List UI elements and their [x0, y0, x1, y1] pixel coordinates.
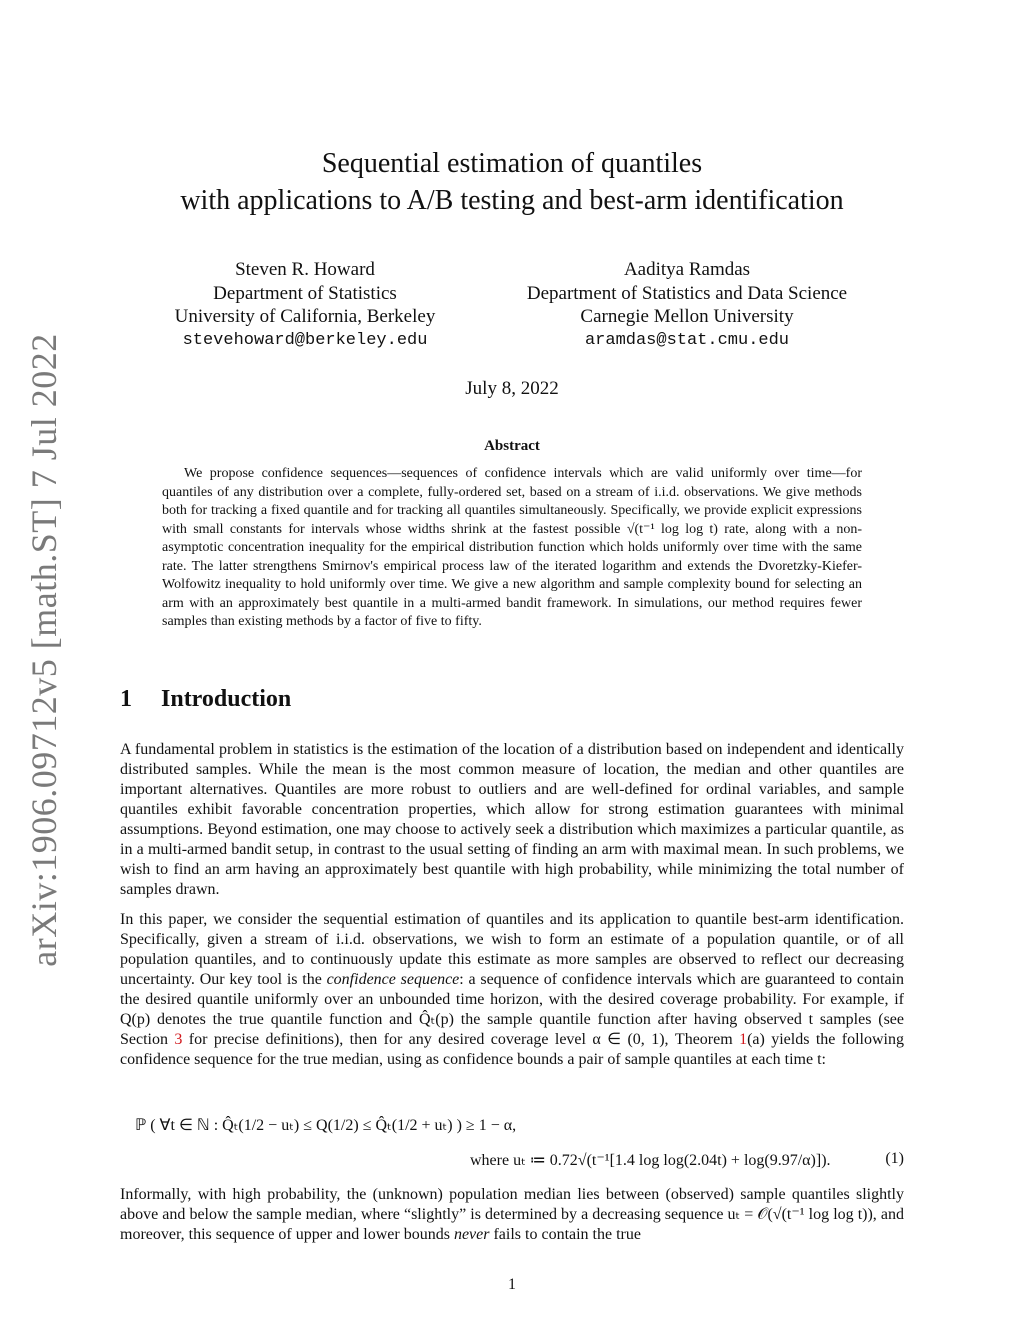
intro-paragraph-1: A fundamental problem in statistics is the estimation of the location of a distribution based on independent and identically distributed samples. While the mean is the most common measure of location, the median and other quantiles are important alternatives. Quantiles are more robust to outliers and are well-defined for ordinal variables, and sample quantiles exhibit favorable concentration properties, which allow for strong estimation guarantees with minimal assumptions. Beyond estimation, one may choose to actively seek a distribution which maximizes a particular quantile, as in a multi-armed bandit setup, in contrast to the usual setting of finding an arm with maximal mean. In such problems, we wish to find an arm having an approximately best quantile with high probability, while minimizing the total number of samples drawn.	[120, 741, 904, 898]
text-run: (a) yields the following confidence sequence for the true median, using as confidence bounds a pair of sample quantiles at each time t:	[120, 1031, 904, 1068]
author-email[interactable]: stevehoward@berkeley.edu	[182, 330, 428, 350]
abstract-text: We propose confidence sequences—sequences of confidence intervals which are valid uniformly over time—for quantiles of any distribution over a complete, fully-ordered set, based on a stream of i.i.d. observations. We give methods both for tracking a fixed quantile and for tracking all quantiles simultaneously. Specifically, we provide explicit expressions with small constants for intervals whose widths shrink at the fastest possible √(t⁻¹ log log t) rate, along with a non-asymptotic concentration inequality for the empirical distribution function which holds uniformly over time with the same rate. The latter strengthens Smirnov's empirical process law of the iterated logarithm and extends the Dvoretzky-Kiefer-Wolfowitz inequality to hold uniformly over time. We give a new algorithm and sample complexity bound for selecting an arm with an approximately best quantile in a multi-armed bandit framework. In simulations, our method requires fewer samples than existing methods by a factor of five to fifty.	[162, 466, 862, 629]
emphasis: never	[453, 1226, 490, 1243]
text-run: Informally, with high probability, the (unknown) population median lies between (observed) sample quantiles slightly above and below the sample median, where “slightly” is determined by a decreasing sequence uₜ = 𝒪(√(t⁻¹ log log t)), and moreover, this sequence of upper and lower bounds	[120, 1186, 904, 1243]
author-name: Aaditya Ramdas	[623, 259, 751, 280]
paper-date: July 8, 2022	[465, 378, 559, 399]
intro-paragraph-3	[120, 1185, 904, 1245]
author-email[interactable]: aramdas@stat.cmu.edu	[584, 330, 790, 350]
section-title: Introduction	[161, 686, 292, 712]
text-run: : a sequence of confidence intervals which are guaranteed to contain the desired quantile uniformly over an unbounded time horizon, with the desired coverage probability. For example, if Q(p) denotes the true quantile function and Q̂ₜ(p) the sample quantile function after having observed t samples (see Section	[120, 971, 904, 1048]
author-affiliation: Carnegie Mellon University	[580, 306, 794, 327]
author-1	[150, 258, 460, 352]
section-heading	[120, 686, 291, 713]
intro-paragraph-2	[120, 910, 904, 1070]
text-run: fails to contain the true	[489, 1226, 641, 1243]
author-department: Department of Statistics	[213, 282, 397, 304]
text-run: for precise definitions), then for any desired coverage level α ∈ (0, 1), Theorem	[182, 1031, 740, 1048]
equation-line-2: where uₜ ≔ 0.72√(t⁻¹[1.4 log log(2.04t) + log(9.97/α)]).	[470, 1152, 831, 1169]
abstract-heading: Abstract	[484, 438, 540, 454]
section-number: 1	[120, 686, 132, 712]
author-department: Department of Statistics and Data Science	[526, 282, 848, 304]
author-affiliation: University of California, Berkeley	[174, 306, 436, 327]
author-2	[490, 258, 884, 352]
author-name: Steven R. Howard	[235, 259, 375, 280]
title-line-2: with applications to A/B testing and best-arm identification	[180, 185, 844, 216]
equation-number: (1)	[885, 1150, 904, 1167]
paper-title	[120, 145, 904, 219]
page-number: 1	[508, 1276, 516, 1293]
section-reference-link[interactable]: 3	[174, 1031, 183, 1048]
text-run: In this paper, we consider the sequential estimation of quantiles and its application to quantile best-arm identification. Specifically, given a stream of i.i.d. observations, we wish to form an estimate of a population quantile, or of all population quantiles, and to continuously update this estimate as more samples are observed to reflect our decreasing uncertainty. Our key tool is the	[120, 911, 904, 988]
author-block	[120, 258, 904, 358]
arxiv-id[interactable]: arXiv:1906.09712v5 [math.ST] 7 Jul 2022	[24, 333, 64, 967]
title-line-1: Sequential estimation of quantiles	[321, 148, 703, 179]
emphasis: confidence sequence	[326, 971, 460, 988]
equation-line-1: ℙ ( ∀t ∈ ℕ : Q̂ₜ(1/2 − uₜ) ≤ Q(1/2) ≤ Q̂ₜ(1/2 + uₜ) ) ≥ 1 − α,	[135, 1117, 517, 1134]
theorem-reference-link[interactable]: 1	[739, 1031, 748, 1048]
